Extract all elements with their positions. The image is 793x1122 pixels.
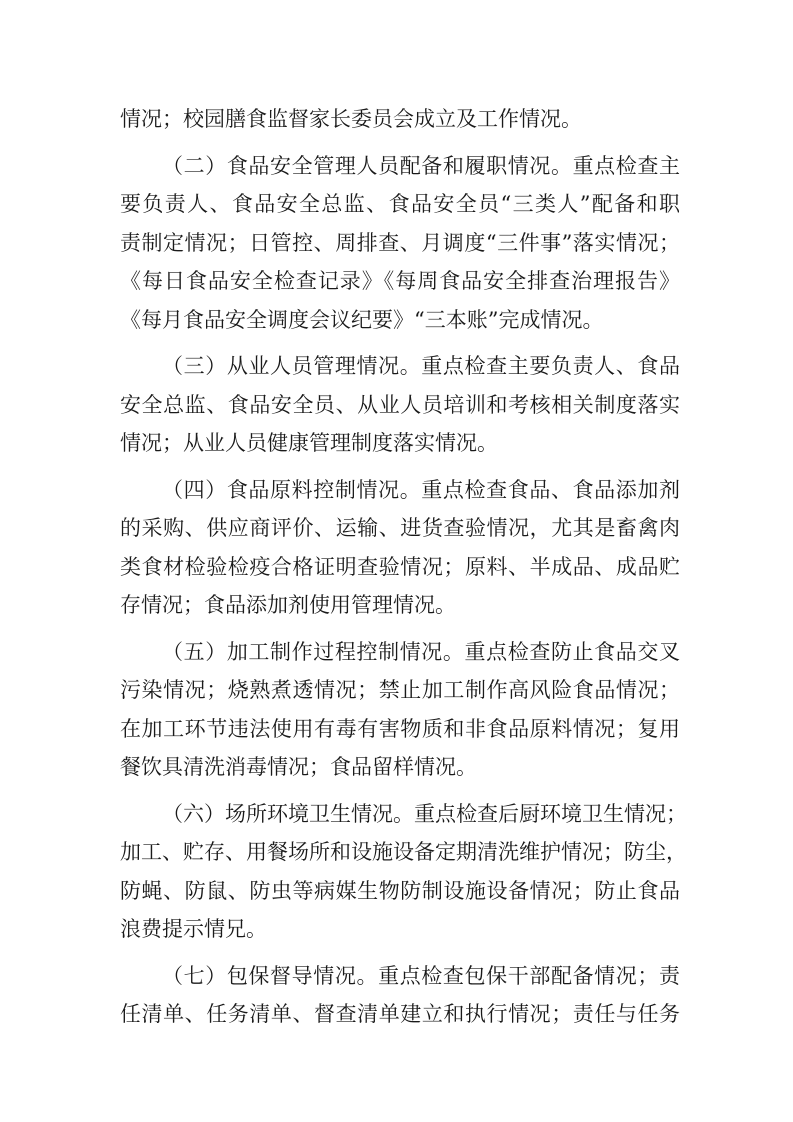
- text-line: 要负责人、食品安全总监、食品安全员“三类人”配备和职: [120, 192, 680, 216]
- text-line: 在加工环节违法使用有毒有害物质和非食品原料情况；复用: [120, 716, 680, 741]
- text-line: 《每日食品安全检查记录》《每周食品安全排查治理报告》: [120, 269, 680, 293]
- text-line: （二）食品安全管理人员配备和履职情况。重点检查主: [162, 153, 680, 178]
- text-line: （三）从业人员管理情况。重点检查主要负责人、食品: [162, 354, 680, 378]
- text-line: 任清单、任务清单、督查清单建立和执行情况；责任与任务: [120, 1002, 680, 1026]
- text-line: 防蝇、防鼠、防虫等病媒生物防制设施设备情况；防止食品: [120, 878, 680, 903]
- paragraph: [120, 471, 680, 625]
- paragraph: [120, 957, 680, 1034]
- text-line: 的采购、供应商评价、运输、进货查验情况，尤其是畜禽肉: [120, 516, 680, 540]
- text-line: 类食材检验检疫合格证明查验情况；原料、半成品、成品贮: [120, 554, 680, 579]
- text-line: 浪费提示情兄。: [120, 917, 267, 941]
- text-line: 餐饮具清洗消毒情况；食品留样情况。: [120, 755, 477, 779]
- text-line: 安全总监、食品安全员、从业人员培训和考核相关制度落实: [120, 392, 680, 417]
- text-line: （五）加工制作过程控制情况。重点检查防止食品交叉: [162, 639, 680, 664]
- text-line: 加工、贮存、用餐场所和设施设备定期清洗维护情况；防尘，: [120, 840, 687, 864]
- paragraph: [120, 347, 680, 463]
- text-line: （四）食品原料控制情况。重点检查食品、食品添加剂: [162, 477, 680, 502]
- text-line: 《每月食品安全调度会议纪要》“三本账”完成情况。: [120, 307, 604, 332]
- paragraph: [120, 633, 680, 787]
- text-line: 情况；校园膳食监督家长委员会成立及工作情况。: [120, 107, 582, 131]
- text-line: （六）场所环境卫生情况。重点检查后厨环境卫生情况；: [162, 801, 687, 826]
- paragraph: [120, 795, 687, 949]
- document-body: [120, 100, 687, 1034]
- text-line: 情况；从业人员健康管理制度落实情况。: [120, 431, 498, 455]
- paragraph: [120, 147, 680, 340]
- text-line: 责制定情况；日管控、周排查、月调度“三件事”落实情况；: [120, 230, 680, 255]
- text-line: 存情况；食品添加剂使用管理情况。: [120, 593, 456, 617]
- text-line: 污染情况；烧熟煮透情况；禁止加工制作高风险食品情况；: [120, 678, 680, 702]
- text-line: （七）包保督导情况。重点检查包保干部配备情况；责: [162, 963, 680, 988]
- paragraph: [120, 100, 680, 139]
